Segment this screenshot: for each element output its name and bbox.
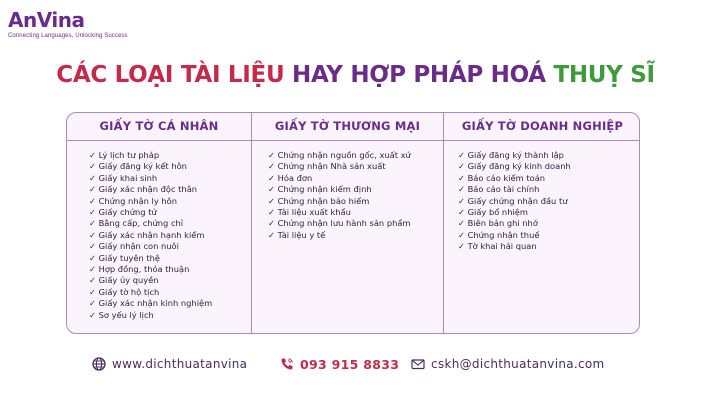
list-item: ✓ Báo cáo tài chính bbox=[458, 184, 540, 195]
column-commercial bbox=[251, 113, 443, 333]
brand-logo bbox=[8, 8, 138, 48]
phone-icon bbox=[280, 357, 294, 371]
list-item: ✓ Chứng nhận thuế bbox=[458, 229, 540, 240]
list-item: ✓ Chứng nhận ly hôn bbox=[89, 195, 178, 206]
list-item: ✓ Chứng nhận bảo hiểm bbox=[268, 195, 370, 206]
list-item: ✓ Chứng nhận lưu hành sản phẩm bbox=[268, 218, 411, 229]
list-item: ✓ Giấy khai sinh bbox=[89, 172, 158, 183]
email-link[interactable] bbox=[411, 354, 605, 374]
item-list bbox=[444, 141, 640, 253]
mail-icon bbox=[411, 357, 425, 371]
list-item: ✓ Lý lịch tư pháp bbox=[89, 150, 160, 160]
list-item: ✓ Sơ yếu lý lịch bbox=[89, 309, 154, 320]
list-item: ✓ Giấy bổ nhiệm bbox=[458, 207, 528, 218]
column-business bbox=[443, 113, 640, 333]
list-item: ✓ Tờ khai hải quan bbox=[458, 241, 537, 252]
title-part-3: THUỴ SĨ bbox=[553, 62, 655, 88]
list-item: ✓ Hóa đơn bbox=[268, 172, 313, 183]
list-item: ✓ Biên bản ghi nhớ bbox=[458, 218, 538, 229]
list-item: ✓ Giấy tuyên thệ bbox=[89, 252, 160, 263]
list-item: ✓ Giấy chứng tử bbox=[89, 207, 157, 218]
title-part-2: HAY HỢP PHÁP HOÁ bbox=[292, 62, 546, 88]
phone-link[interactable] bbox=[280, 354, 399, 374]
page-title bbox=[0, 62, 711, 88]
list-item: ✓ Giấy đăng ký thành lập bbox=[458, 150, 564, 160]
contact-footer bbox=[0, 354, 711, 374]
list-item: ✓ Tài liệu y tế bbox=[268, 229, 326, 240]
globe-icon bbox=[92, 357, 106, 371]
list-item: ✓ Chứng nhận kiểm định bbox=[268, 184, 372, 195]
column-personal bbox=[67, 113, 251, 333]
list-item: ✓ Chứng nhận Nhà sản xuất bbox=[268, 161, 386, 172]
document-types-table bbox=[66, 112, 640, 334]
email-text: cskh@dichthuatanvina.com bbox=[431, 357, 605, 371]
list-item: ✓ Giấy chứng nhận đầu tư bbox=[458, 195, 568, 206]
logo-wordmark: AnVina bbox=[8, 8, 85, 32]
list-item: ✓ Giấy đăng ký kinh doanh bbox=[458, 161, 571, 172]
list-item: ✓ Giấy xác nhận độc thân bbox=[89, 184, 198, 195]
column-header: GIẤY TỜ DOANH NGHIỆP bbox=[444, 113, 640, 141]
logo-tagline: Connecting Languages, Unlocking Success bbox=[8, 33, 128, 39]
list-item: ✓ Giấy tờ hộ tịch bbox=[89, 286, 160, 297]
item-list bbox=[252, 141, 443, 241]
list-item: ✓ Giấy xác nhận hạnh kiểm bbox=[89, 229, 205, 240]
website-link[interactable] bbox=[92, 354, 247, 374]
list-item: ✓ Báo cáo kiểm toán bbox=[458, 172, 546, 183]
website-text: www.dichthuatanvina bbox=[112, 357, 248, 371]
list-item: ✓ Tài liệu xuất khẩu bbox=[268, 207, 351, 218]
list-item: ✓ Giấy nhận con nuôi bbox=[89, 241, 179, 252]
list-item: ✓ Hợp đồng, thỏa thuận bbox=[89, 264, 190, 275]
list-item: ✓ Giấy xác nhận kinh nghiệm bbox=[89, 298, 213, 309]
list-item: ✓ Giấy ủy quyền bbox=[89, 275, 159, 286]
column-header: GIẤY TỜ CÁ NHÂN bbox=[67, 113, 251, 141]
list-item: ✓ Giấy đăng ký kết hôn bbox=[89, 161, 187, 172]
item-list bbox=[67, 141, 251, 321]
phone-text: 093 915 8833 bbox=[300, 356, 400, 372]
column-header: GIẤY TỜ THƯƠNG MẠI bbox=[252, 113, 443, 141]
list-item: ✓ Chứng nhận nguồn gốc, xuất xứ bbox=[268, 150, 411, 160]
title-part-1: CÁC LOẠI TÀI LIỆU bbox=[56, 62, 285, 88]
list-item: ✓ Bằng cấp, chứng chỉ bbox=[89, 218, 184, 229]
